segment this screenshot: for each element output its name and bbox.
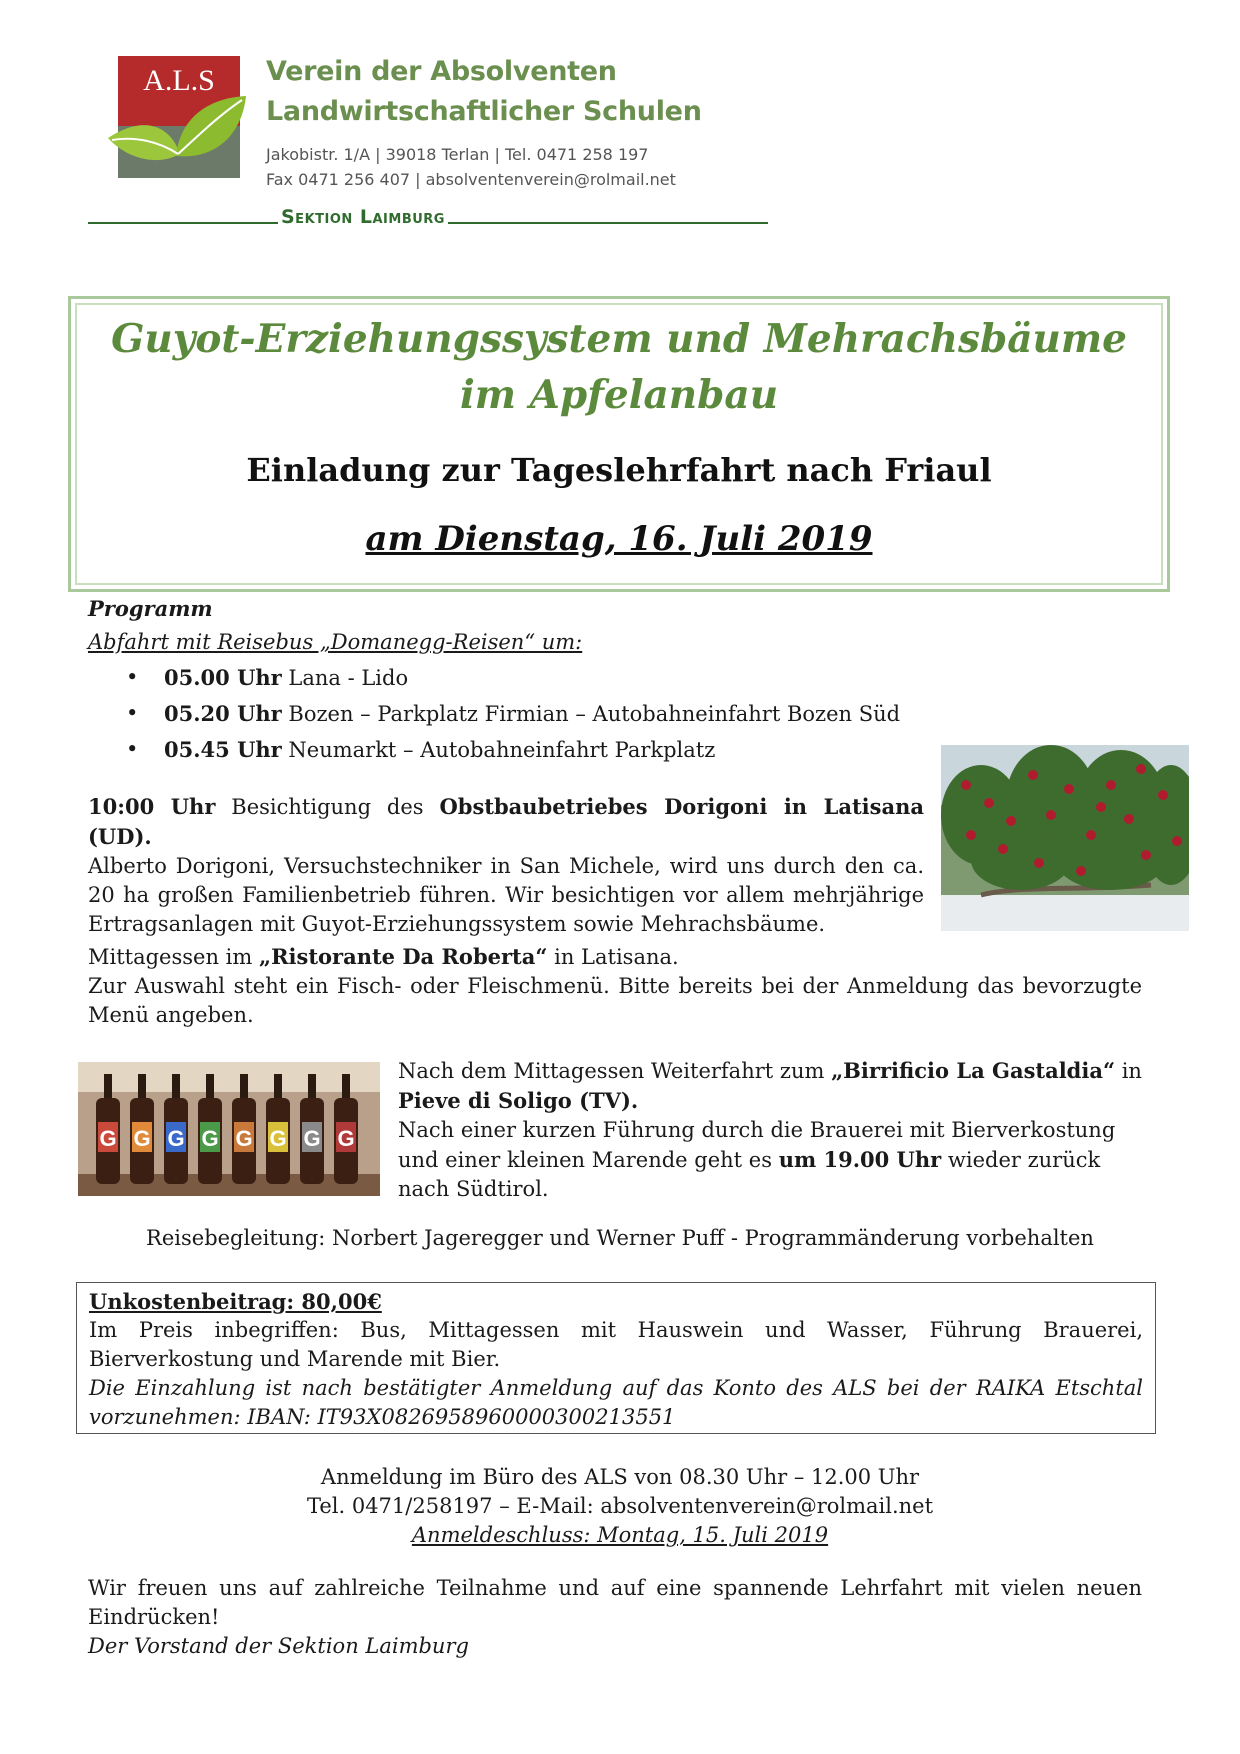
event-title <box>71 311 1167 423</box>
registration-info <box>0 1463 1240 1550</box>
section-heading <box>88 206 768 228</box>
org-name-line1: Verein der Absolventen <box>266 56 617 87</box>
brewery-paragraph <box>398 1056 1142 1204</box>
lunch-text: Zur Auswahl steht ein Fisch- oder Fleischmenü. Bitte bereits bei der Anmeldung das bevorzugte Menü angeben. <box>88 974 1142 1027</box>
programm-heading: Programm <box>88 596 213 621</box>
tour-guides: Reisebegleitung: Norbert Jageregger und Werner Puff - Programmänderung vorbehalten <box>146 1226 1094 1250</box>
departure-label: Abfahrt mit Reisebus „Domanegg-Reisen“ um: <box>88 630 583 654</box>
departure-item <box>164 732 900 768</box>
org-name-line2: Landwirtschaftlicher Schulen <box>266 96 702 127</box>
address-line2: Fax 0471 256 407 | absolventenverein@rolmail.net <box>266 170 676 189</box>
brewery-place: Pieve di Soligo (TV). <box>398 1088 639 1113</box>
cost-included: Im Preis inbegriffen: Bus, Mittagessen mit Hauswein und Wasser, Führung Brauerei, Bierverkostung und Marende mit Bier. <box>89 1318 1143 1371</box>
signature: Der Vorstand der Sektion Laimburg <box>88 1634 469 1658</box>
divider-left <box>88 222 278 224</box>
logo-text: A.L.S <box>143 64 215 97</box>
registration-office: Anmeldung im Büro des ALS von 08.30 Uhr – 12.00 Uhr <box>320 1465 920 1489</box>
registration-contact: Tel. 0471/258197 – E-Mail: absolventenverein@rolmail.net <box>306 1494 934 1518</box>
bottle-label: G <box>167 1126 185 1151</box>
brewery-in: in <box>1121 1059 1142 1083</box>
departure-place: Lana - Lido <box>288 666 409 690</box>
bottle-label: G <box>201 1126 219 1151</box>
bottle-label: G <box>269 1126 287 1151</box>
brewery-text-b: wieder zurück nach Südtirol. <box>398 1148 1101 1201</box>
closing-paragraph <box>88 1574 1142 1661</box>
address-line1: Jakobistr. 1/A | 39018 Terlan | Tel. 0471 258 197 <box>266 145 649 164</box>
bottle-label: G <box>337 1126 355 1151</box>
event-subtitle: Einladung zur Tageslehrfahrt nach Friaul <box>246 451 992 489</box>
visit-time: 10:00 Uhr <box>88 794 216 819</box>
bottle-label: G <box>303 1126 321 1151</box>
brewery-name: „Birrificio La Gastaldia“ <box>831 1058 1116 1083</box>
departure-time: 05.00 Uhr <box>164 665 282 690</box>
departure-place: Neumarkt – Autobahneinfahrt Parkplatz <box>288 738 716 762</box>
lunch-restaurant: „Ristorante Da Roberta“ <box>259 944 548 969</box>
divider-right <box>448 222 768 224</box>
bottle-label: G <box>133 1126 151 1151</box>
event-title-line1: Guyot-Erziehungssystem und Mehrachsbäume <box>111 316 1127 362</box>
departure-item <box>164 660 900 696</box>
apple-tree-photo <box>941 745 1189 931</box>
payment-info: Die Einzahlung ist nach bestätigter Anmeldung auf das Konto des ALS bei der RAIKA Etschtal vorzunehmen: IBAN: IT93X0826958960000300213551 <box>89 1376 1143 1429</box>
lunch-paragraph <box>88 942 1142 1030</box>
lunch-prefix: Mittagessen im <box>88 945 253 969</box>
title-box <box>68 296 1170 592</box>
departure-time: 05.45 Uhr <box>164 737 282 762</box>
departure-list <box>88 660 900 768</box>
als-logo <box>108 56 248 188</box>
section-label: Sektion Laimburg <box>281 206 445 228</box>
org-address <box>266 142 676 192</box>
departure-place: Bozen – Parkplatz Firmian – Autobahneinfahrt Bozen Süd <box>288 702 901 726</box>
departure-time: 05.20 Uhr <box>164 701 282 726</box>
visit-farm: Obstbaubetriebes Dorigoni in Latisana (UD). <box>88 794 924 849</box>
cost-title: Unkostenbeitrag: 80,00€ <box>89 1289 382 1314</box>
beer-bottles-photo <box>78 1062 380 1196</box>
visit-text: Alberto Dorigoni, Versuchstechniker in San Michele, wird uns durch den ca. 20 ha großen Familienbetrieb führen. Wir besichtigen vor allem mehrjährige Ertragsanlagen mit Guyot-Erziehungssystem sowie Mehrachsbäume. <box>88 854 924 936</box>
brewery-return-time: um 19.00 Uhr <box>778 1147 942 1172</box>
visit-paragraph <box>88 792 924 939</box>
event-date: am Dienstag, 16. Juli 2019 <box>365 519 873 559</box>
bottle-label: G <box>235 1126 253 1151</box>
registration-deadline: Anmeldeschluss: Montag, 15. Juli 2019 <box>411 1523 829 1547</box>
visit-intro: Besichtigung des <box>231 795 424 819</box>
closing-text: Wir freuen uns auf zahlreiche Teilnahme und auf eine spannende Lehrfahrt mit vielen neuen Eindrücken! <box>88 1576 1142 1629</box>
event-title-line2: im Apfelanbau <box>459 372 779 418</box>
lunch-suffix: in Latisana. <box>554 945 679 969</box>
brewery-prefix: Nach dem Mittagessen Weiterfahrt zum <box>398 1059 825 1083</box>
departure-item <box>164 696 900 732</box>
bottle-label: G <box>99 1126 117 1151</box>
cost-box <box>76 1282 1156 1434</box>
org-name <box>266 52 702 132</box>
brewery-text-a: Nach einer kurzen Führung durch die Brauerei mit Bierverkostung und einer kleinen Marende geht es <box>398 1118 1116 1172</box>
